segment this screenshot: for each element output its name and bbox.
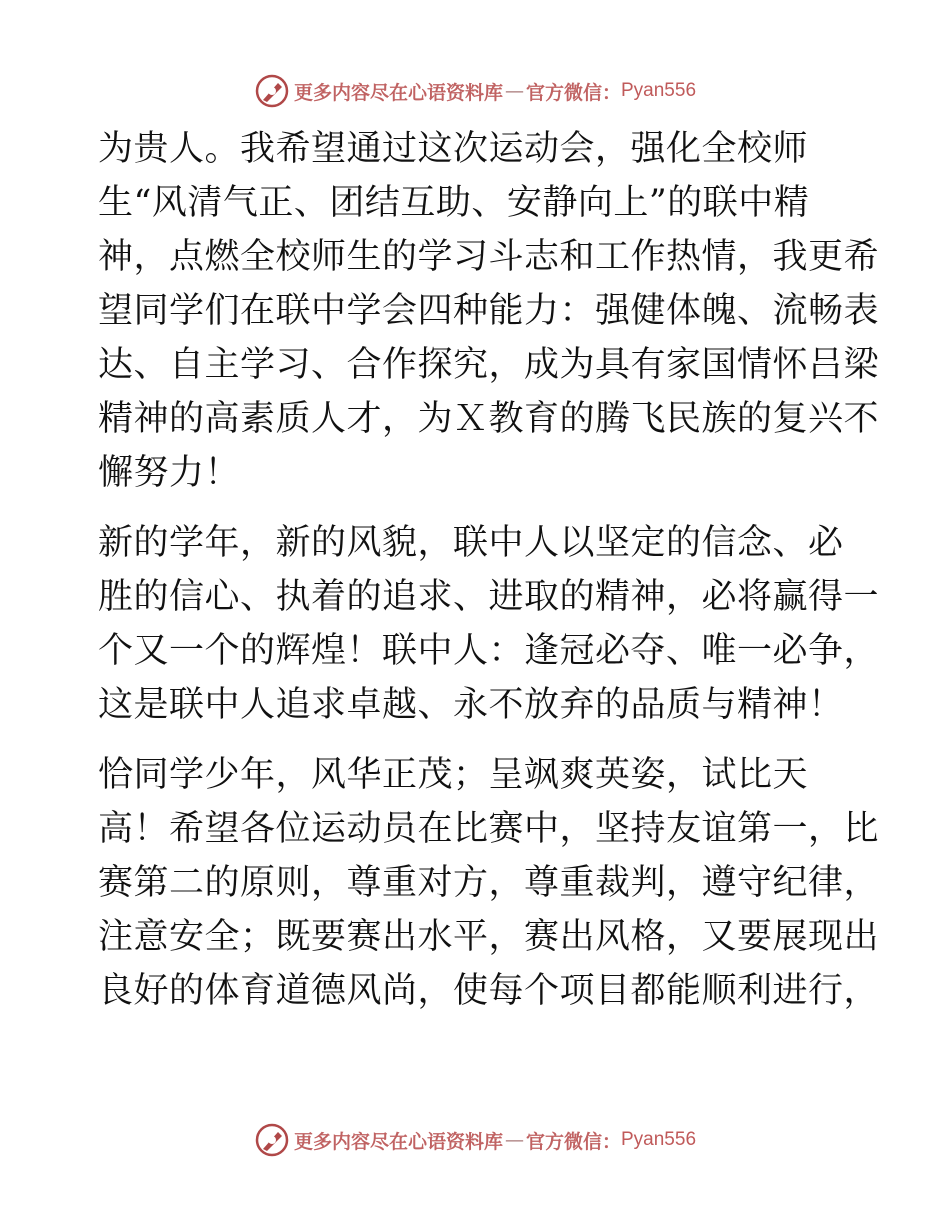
text-line: 精神的高素质人才，为Ｘ教育的腾飞民族的复兴不 xyxy=(98,399,880,439)
text-line: 生“风清气正、团结互助、安静向上”的联中精 xyxy=(98,183,810,223)
paragraph-2 xyxy=(98,516,880,732)
text-line: 新的学年，新的风貌，联中人以坚定的信念、必 xyxy=(98,523,844,563)
document-body xyxy=(98,122,880,1018)
banner-wechat-id: Pyan556 xyxy=(621,80,697,101)
banner-site-text: 更多内容尽在心语资料库 xyxy=(293,81,503,104)
paragraph-1 xyxy=(98,122,880,500)
text-line: 懈努力！ xyxy=(98,453,241,493)
banner-wechat-label: 官方微信： xyxy=(525,81,621,104)
header-watermark-banner xyxy=(0,71,950,111)
text-line: 望同学们在联中学会四种能力：强健体魄、流畅表 xyxy=(98,291,880,331)
banner-wechat-id: Pyan556 xyxy=(621,1129,697,1150)
paragraph-3 xyxy=(98,748,880,1018)
banner-separator: — xyxy=(504,1129,524,1151)
text-line: 个又一个的辉煌！联中人：逢冠必夺、唯一必争， xyxy=(98,631,880,671)
pen-logo-icon xyxy=(254,73,290,109)
text-line: 神，点燃全校师生的学习斗志和工作热情，我更希 xyxy=(98,237,880,277)
banner-site-text: 更多内容尽在心语资料库 xyxy=(293,1130,503,1153)
text-line: 赛第二的原则，尊重对方，尊重裁判，遵守纪律， xyxy=(98,863,880,903)
paragraph-gap xyxy=(98,500,858,516)
text-line: 达、自主学习、合作探究，成为具有家国情怀吕梁 xyxy=(98,345,880,385)
banner-separator: — xyxy=(504,80,524,102)
text-line: 良好的体育道德风尚，使每个项目都能顺利进行， xyxy=(98,971,880,1011)
text-line: 恰同学少年，风华正茂；呈飒爽英姿，试比天 xyxy=(98,755,809,795)
text-line: 高！希望各位运动员在比赛中，坚持友谊第一，比 xyxy=(98,809,880,849)
text-line: 注意安全；既要赛出水平，赛出风格，又要展现出 xyxy=(98,917,880,957)
text-line: 为贵人。我希望通过这次运动会，强化全校师 xyxy=(98,129,809,169)
paragraph-gap xyxy=(98,732,858,748)
text-line: 这是联中人追求卓越、永不放弃的品质与精神！ xyxy=(98,685,844,725)
banner-wechat-label: 官方微信： xyxy=(525,1130,621,1153)
footer-watermark-banner xyxy=(0,1120,950,1160)
pen-logo-icon xyxy=(254,1122,290,1158)
text-line: 胜的信心、执着的追求、进取的精神，必将赢得一 xyxy=(98,577,880,617)
